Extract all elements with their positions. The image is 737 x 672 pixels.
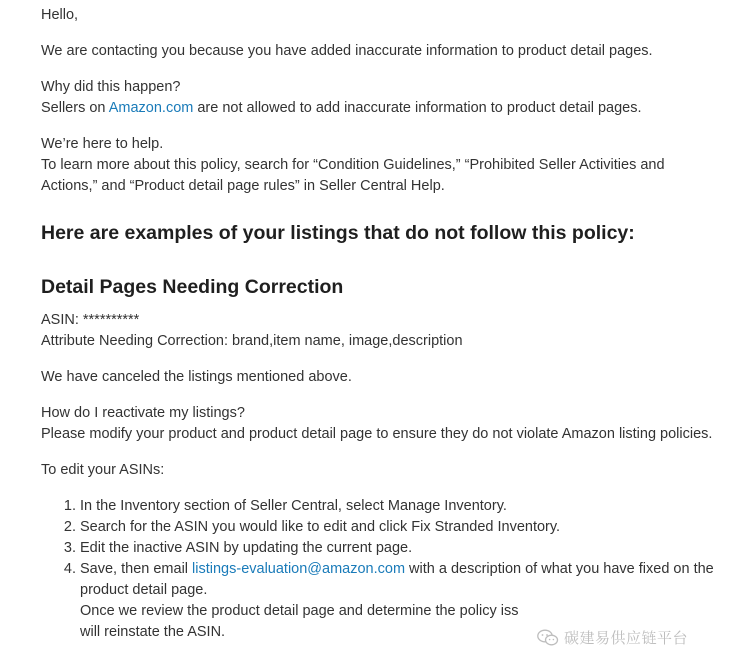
asin-section <box>41 310 721 352</box>
email-body <box>41 5 721 643</box>
step-item: 2. Search for the ASIN you would like to edit and click Fix Stranded Inventory. <box>80 517 721 538</box>
step-item: 1. In the Inventory section of Seller Central, select Manage Inventory. <box>80 496 721 517</box>
examples-heading: Here are examples of your listings that do not follow this policy: <box>41 222 635 244</box>
amazon-link[interactable]: Amazon.com <box>108 100 194 116</box>
reactivate-question: How do I reactivate my listings? <box>41 405 245 421</box>
step4-review-line: Once we review the product detail page and determine the policy iss <box>80 603 519 619</box>
step4-suffix: with a description of what you have fixed on the product detail page. <box>80 561 714 598</box>
wechat-icon <box>537 629 559 647</box>
greeting: Hello, <box>41 7 79 23</box>
why-answer-suffix: are not allowed to add inaccurate information to product detail pages. <box>193 100 642 116</box>
watermark-text: 碳建易供应链平台 <box>564 628 689 647</box>
canceled-notice: We have canceled the listings mentioned above. <box>41 369 352 385</box>
watermark <box>537 626 688 650</box>
help-line-1: We’re here to help. <box>41 136 164 152</box>
reactivate-answer: Please modify your product and product detail page to ensure they do not violate Amazon listing policies. <box>41 426 713 442</box>
steps-list <box>41 496 721 643</box>
listings-evaluation-email-link[interactable]: listings-evaluation@amazon.com <box>192 561 406 577</box>
edit-intro: To edit your ASINs: <box>41 462 165 478</box>
why-section <box>41 77 721 119</box>
why-answer-prefix: Sellers on <box>41 100 109 116</box>
help-line-2: To learn more about this policy, search for “Condition Guidelines,” “Prohibited Seller Activities and Actions,” and “Product detail page rules” in Seller Central Help. <box>41 157 665 194</box>
step-item: 3. Edit the inactive ASIN by updating the current page. <box>80 538 721 559</box>
detail-pages-heading: Detail Pages Needing Correction <box>41 276 344 298</box>
attribute-line: Attribute Needing Correction: brand,item name, image,description <box>41 333 463 349</box>
step4-prefix: Save, then email <box>80 561 193 577</box>
why-question: Why did this happen? <box>41 79 181 95</box>
asin-line: ASIN: ********** <box>41 312 140 328</box>
help-section <box>41 134 721 197</box>
step4-reinstate-line: will reinstate the ASIN. <box>80 624 226 640</box>
reactivate-section <box>41 403 721 445</box>
intro-text: We are contacting you because you have added inaccurate information to product detail pages. <box>41 43 653 59</box>
